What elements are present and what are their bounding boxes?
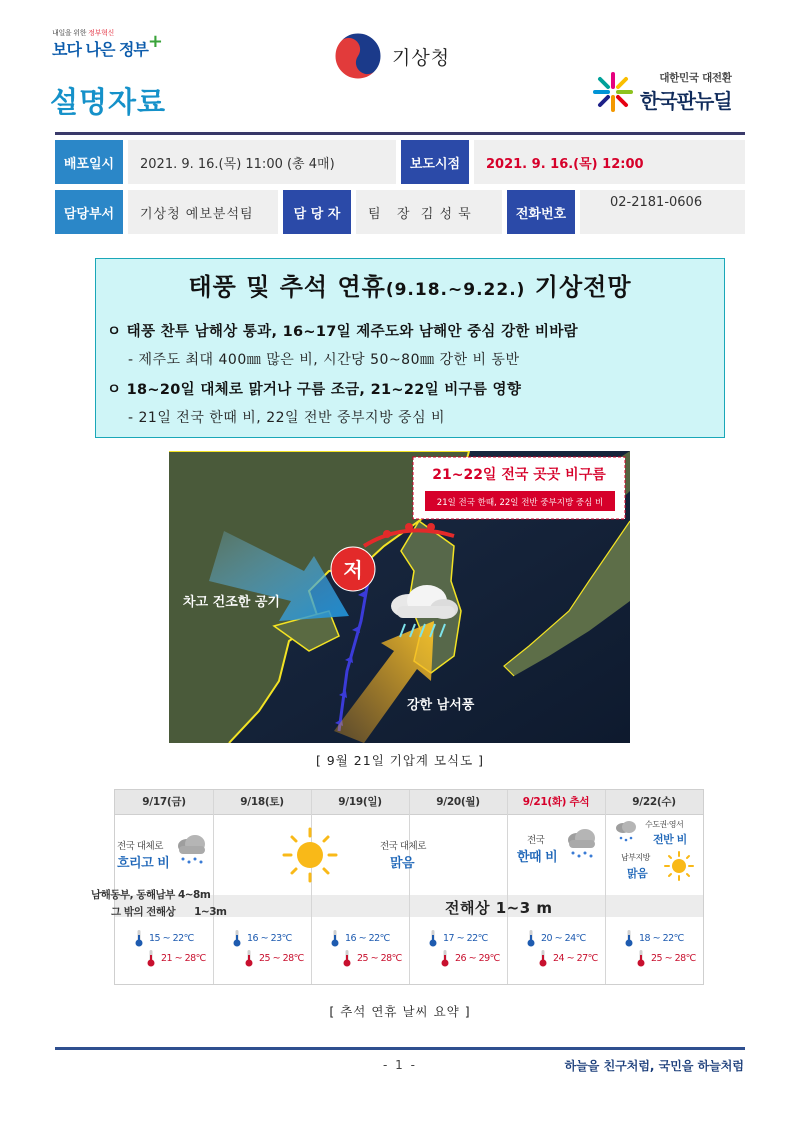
sea-wave-other: 그 밖의 전해상 1~3m: [111, 906, 227, 918]
phone-value: 02-2181-0606: [580, 190, 745, 234]
footer-divider: [55, 1047, 745, 1050]
headline-sub-2: - 21일 전국 한때 비, 22일 전반 중부지방 중심 비: [128, 410, 446, 426]
thermometer-icon: [441, 950, 449, 967]
distribution-value: 2021. 9. 16.(목) 11:00 (총 4매): [128, 140, 396, 184]
headline-title: 태풍 및 추석 연휴(9.18.~9.22.) 기상전망: [188, 273, 632, 301]
low-pressure-label: 저: [343, 558, 363, 582]
rain-cloud-icon: [613, 818, 639, 844]
new-deal-star-icon: [592, 71, 634, 113]
sea-wave-south: 남해동부, 동해남부 4~8m: [91, 889, 211, 901]
pressure-pattern-map: [169, 451, 630, 743]
temp-max: 21 ~ 28℃: [161, 953, 206, 964]
temp-min: 16 ~ 23℃: [247, 933, 292, 944]
embargo-value: 2021. 9. 16.(목) 12:00: [474, 140, 745, 184]
thermometer-icon: [331, 930, 339, 947]
headline-sub-1: - 제주도 최대 400㎜ 많은 비, 시간당 50~80㎜ 강한 비 동반: [128, 352, 520, 368]
temp-min: 20 ~ 24℃: [541, 933, 586, 944]
cold-air-label: 차고 건조한 공기: [183, 595, 280, 610]
thermometer-icon: [135, 930, 143, 947]
new-deal-subtitle: 대한민국 대전환: [659, 72, 732, 84]
thermometer-icon: [343, 950, 351, 967]
gov-logo-tagline: 내일을 위한 정부혁신: [52, 29, 115, 37]
summary-caption: [ 추석 연휴 날씨 요약 ]: [329, 1004, 471, 1019]
thermometer-icon: [625, 930, 633, 947]
new-deal-title: 한국판뉴딜: [640, 89, 732, 113]
temp-min: 15 ~ 22℃: [149, 933, 194, 944]
doc-type-title: 설명자료: [50, 85, 167, 119]
holiday-forecast-table: [91, 789, 704, 985]
day1-region: 전국 대체로: [117, 841, 163, 852]
temp-min: 16 ~ 22℃: [345, 933, 390, 944]
sea-wave-all: 전해상 1~3 m: [445, 899, 553, 917]
thermometer-icon: [527, 930, 535, 947]
agency-name: 기상청: [392, 46, 451, 69]
thermometer-icon: [429, 930, 437, 947]
day6-north-weather: 전반 비: [653, 833, 687, 846]
embargo-label: 보도시점: [401, 140, 469, 184]
person-label: 담 당 자: [283, 190, 351, 234]
thermometer-icon: [637, 950, 645, 967]
day-header-chuseok: 9/21(화) 추석: [522, 796, 590, 808]
map-caption: [ 9월 21일 기압계 모식도 ]: [315, 753, 485, 768]
taegeuk-icon: [334, 32, 382, 80]
gov-innovation-logo: [52, 28, 162, 60]
thermometer-icon: [539, 950, 547, 967]
day1-weather: 흐리고 비: [117, 856, 170, 871]
korean-new-deal-logo: [592, 70, 732, 114]
rain-cloud-icon: [173, 832, 209, 868]
temp-max: 25 ~ 28℃: [259, 953, 304, 964]
page-number: - 1 -: [383, 1058, 417, 1072]
day-header: 9/22(수): [632, 796, 676, 808]
temp-max: 25 ~ 28℃: [651, 953, 696, 964]
phone-label: 전화번호: [507, 190, 575, 234]
southwest-wind-label: 강한 남서풍: [407, 698, 475, 713]
dept-value: 기상청 예보분석팀: [128, 190, 278, 234]
kma-logo: [334, 32, 450, 80]
info-row-release: [55, 140, 745, 184]
header-divider: [55, 132, 745, 135]
headline-bullet-2: ㅇ 18~20일 대체로 맑거나 구름 조금, 21~22일 비구름 영향: [107, 382, 522, 398]
day5-region: 전국: [527, 835, 545, 846]
day5-weather: 한때 비: [517, 850, 558, 865]
day6-north-region: 수도권·영서: [645, 820, 684, 829]
rain-cloud-icon: [563, 826, 599, 862]
temp-max: 26 ~ 29℃: [455, 953, 500, 964]
footer-slogan: 하늘을 친구처럼, 국민을 하늘처럼: [564, 1059, 744, 1073]
headline-bullet-1: ㅇ 태풍 찬투 남해상 통과, 16~17일 제주도와 남해안 중심 강한 비바람: [107, 324, 578, 340]
day-header: 9/18(토): [240, 796, 284, 808]
thermometer-icon: [245, 950, 253, 967]
gov-logo-main: 보다 나은 정부+: [52, 31, 162, 59]
day-header: 9/17(금): [142, 796, 186, 808]
sun-icon: [280, 825, 340, 885]
day-header: 9/20(월): [436, 796, 480, 808]
banner-title: 21~22일 전국 곳곳 비구름: [432, 467, 606, 483]
day6-south-weather: 맑음: [627, 867, 648, 880]
mid-weather: 맑음: [390, 856, 415, 871]
day-header: 9/19(일): [338, 796, 382, 808]
thermometer-icon: [147, 950, 155, 967]
temp-max: 24 ~ 27℃: [553, 953, 598, 964]
temp-max: 25 ~ 28℃: [357, 953, 402, 964]
dept-label: 담당부서: [55, 190, 123, 234]
day6-south-region: 남부지방: [621, 853, 650, 862]
mid-region: 전국 대체로: [380, 841, 426, 852]
thermometer-icon: [233, 930, 241, 947]
plus-icon: +: [147, 31, 162, 52]
distribution-label: 배포일시: [55, 140, 123, 184]
temp-min: 18 ~ 22℃: [639, 933, 684, 944]
temp-min: 17 ~ 22℃: [443, 933, 488, 944]
person-value: 팀 장 김 성 묵: [356, 190, 502, 234]
sun-icon: [663, 850, 695, 882]
info-row-contact: [55, 190, 745, 234]
banner-subtitle: 21일 전국 한때, 22일 전반 중부지방 중심 비: [436, 498, 604, 508]
